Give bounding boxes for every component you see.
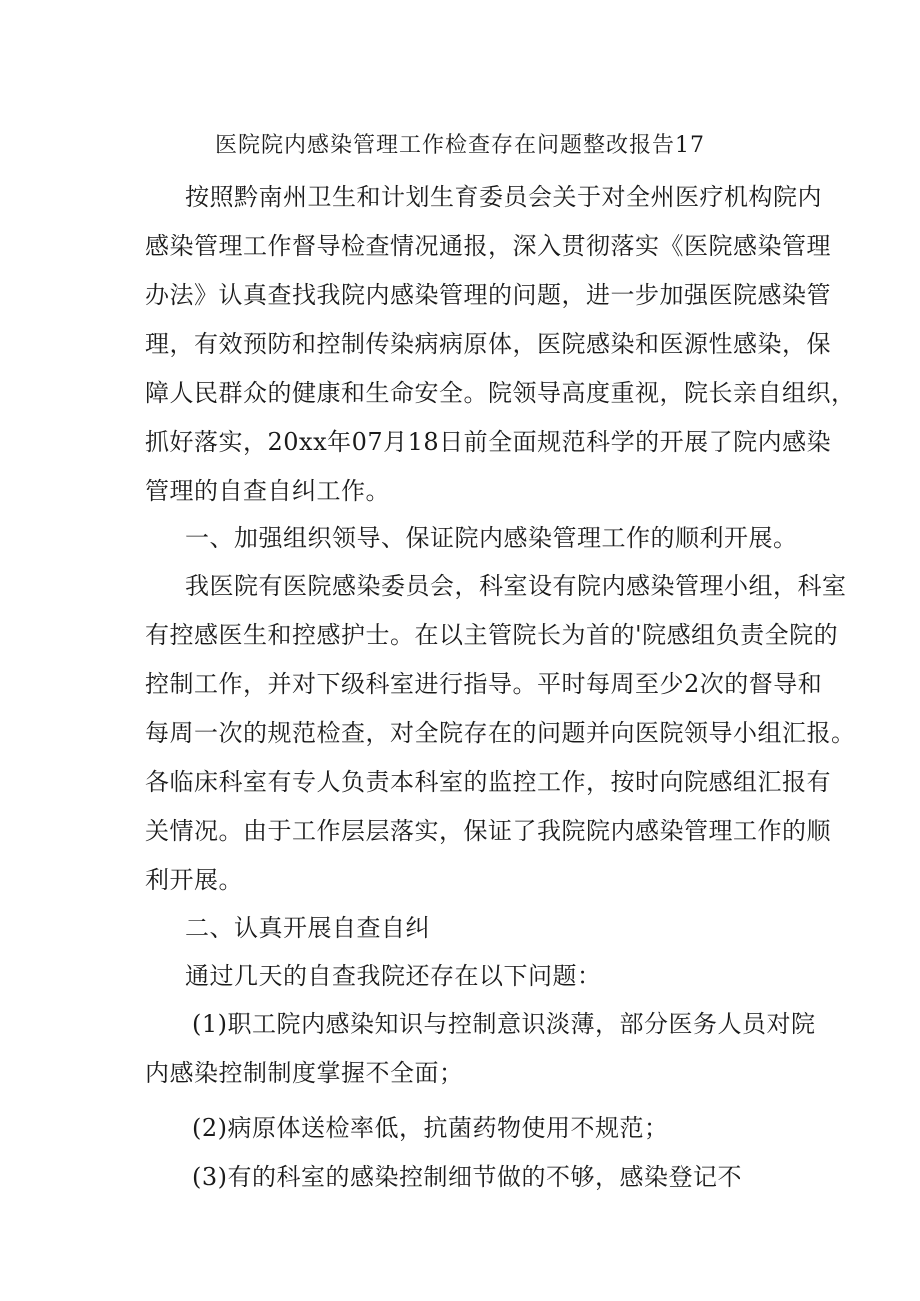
text-line: 关情况。由于工作层层落实，保证了我院院内感染管理工作的顺 [145,817,831,845]
text-line: 我医院有医院感染委员会，科室设有院内感染管理小组，科室 [185,572,847,600]
text-line: 障人民群众的健康和生命安全。院领导高度重视，院长亲自组织， [145,379,856,407]
text-line: 感染管理工作督导检查情况通报，深入贯彻落实《医院感染管理 [145,232,831,260]
list-item: (1)职工院内感染知识与控制意识淡薄，部分医务人员对院 [192,1010,816,1038]
text-line: 各临床科室有专人负责本科室的监控工作，按时向院感组汇报有 [145,768,831,796]
text-line: 抓好落实，20xx年07月18日前全面规范科学的开展了院内感染 [145,428,832,456]
text-line: 管理的自查自纠工作。 [145,477,390,505]
text-line: 控制工作，并对下级科室进行指导。平时每周至少2次的督导和 [145,670,823,698]
section-heading: 二、认真开展自查自纠 [185,914,430,942]
text-line: 内感染控制制度掌握不全面； [145,1059,464,1087]
text-line: 利开展。 [145,866,243,894]
list-item: (2)病原体送检率低，抗菌药物使用不规范； [192,1114,669,1142]
text-line: 每周一次的规范检查，对全院存在的问题并向医院领导小组汇报。 [145,719,856,747]
text-line: 通过几天的自查我院还存在以下问题： [185,962,602,990]
text-line: 按照黔南州卫生和计划生育委员会关于对全州医疗机构院内 [185,183,822,211]
list-item: (3)有的科室的感染控制细节做的不够，感染登记不 [192,1163,742,1191]
text-line: 有控感医生和控感护士。在以主管院长为首的'院感组负责全院的 [145,621,839,649]
text-line: 理，有效预防和控制传染病病原体，医院感染和医源性感染，保 [145,330,831,358]
text-line: 办法》认真查找我院内感染管理的问题，进一步加强医院感染管 [145,281,831,309]
document-title: 医院院内感染管理工作检查存在问题整改报告17 [215,133,705,158]
section-heading: 一、加强组织领导、保证院内感染管理工作的顺利开展。 [185,524,798,552]
